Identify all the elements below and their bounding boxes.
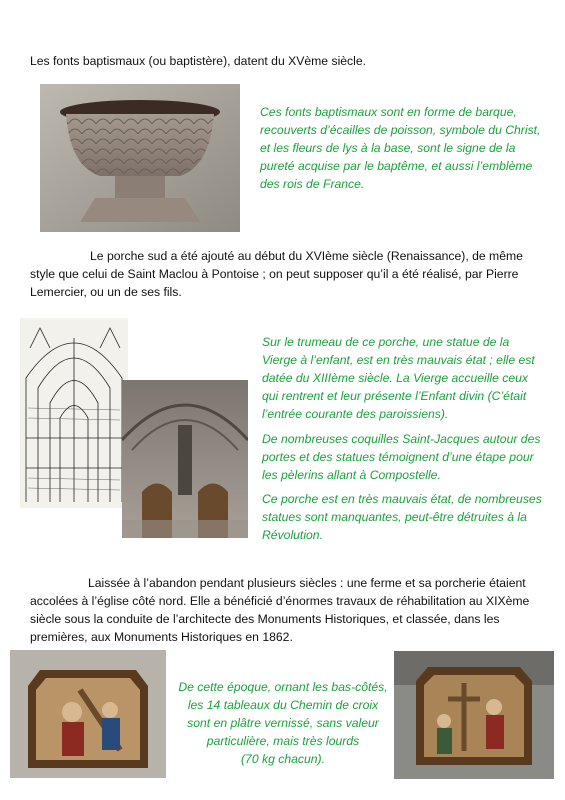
porch-engraving-drawing [20, 318, 128, 508]
caption-line: et les fleurs de lys à la base, sont le signe de la [260, 141, 516, 155]
porch-caption-trumeau [262, 333, 535, 423]
paragraph-line: Le porche sud a été ajouté au début du XVIème siècle (Renaissance), de même [90, 249, 523, 263]
porch-caption-state [262, 490, 542, 544]
caption-line: pureté acquise par le baptême, et aussi l’emblème [260, 159, 533, 173]
caption-line: sont en plâtre vernissé, sans valeur [187, 716, 379, 730]
paragraph-line: siècle sous la conduite de l’architecte des Monuments Historiques, et classée, dans les [30, 612, 500, 626]
baptismal-font-caption [260, 103, 540, 193]
stations-cross-photo-right [394, 651, 554, 779]
stations-cross-photo-left [10, 650, 166, 778]
caption-line: De cette époque, ornant les bas-côtés, [178, 680, 388, 694]
porch-caption-coquilles [262, 430, 540, 484]
abandon-paragraph [30, 574, 545, 646]
caption-line: Ces fonts baptismaux sont en forme de barque, [260, 105, 517, 119]
paragraph-line: Lemercier, ou un de ses fils. [30, 285, 182, 299]
caption-line: datée du XIIIème siècle. La Vierge accueille ceux [262, 371, 529, 385]
caption-line: statues sont manquantes, peut-être détruites à la [262, 510, 527, 524]
baptismal-font-photo [40, 84, 240, 232]
intro-text: Les fonts baptismaux (ou baptistère), datent du XVème siècle. [30, 54, 367, 68]
paragraph-line: style que celui de Saint Maclou à Pontoise ; on peut supposer qu’il a été réalisé, par Pierre [30, 267, 519, 281]
caption-line: des rois de France. [260, 177, 365, 191]
stations-caption [172, 678, 394, 768]
caption-line: les 14 tableaux du Chemin de croix [187, 698, 379, 712]
porch-paragraph [30, 247, 540, 301]
caption-line: qui rentrent et leur présente l’Enfant divin (C’était [262, 389, 527, 403]
caption-line: Ce porche est en très mauvais état, de nombreuses [262, 492, 542, 506]
caption-line: Vierge à l’enfant, est en très mauvais état ; elle est [262, 353, 535, 367]
paragraph-line: Laissée à l’abandon pendant plusieurs siècles : une ferme et sa porcherie étaient [88, 576, 526, 590]
caption-line: recouverts d’écailles de poisson, symbole du Christ, [260, 123, 541, 137]
caption-line: (70 kg chacun). [240, 752, 325, 766]
paragraph-line: accolées à l’église côté nord. Elle a bénéficié d’énormes travaux de réhabilitation au XIXème [30, 594, 530, 608]
caption-line: portes et des statues témoignent d’une étape pour [262, 450, 534, 464]
porch-photo [122, 380, 248, 538]
paragraph-line: premières, aux Monuments Historiques en 1862. [30, 630, 293, 644]
caption-line: particulière, mais très lourds [206, 734, 360, 748]
caption-line: Révolution. [262, 528, 323, 542]
caption-line: l’entrée courante des paroissiens). [262, 407, 449, 421]
caption-line: les pèlerins allant à Compostelle. [262, 468, 441, 482]
caption-line: Sur le trumeau de ce porche, une statue de la [262, 335, 510, 349]
caption-line: De nombreuses coquilles Saint-Jacques autour des [262, 432, 541, 446]
